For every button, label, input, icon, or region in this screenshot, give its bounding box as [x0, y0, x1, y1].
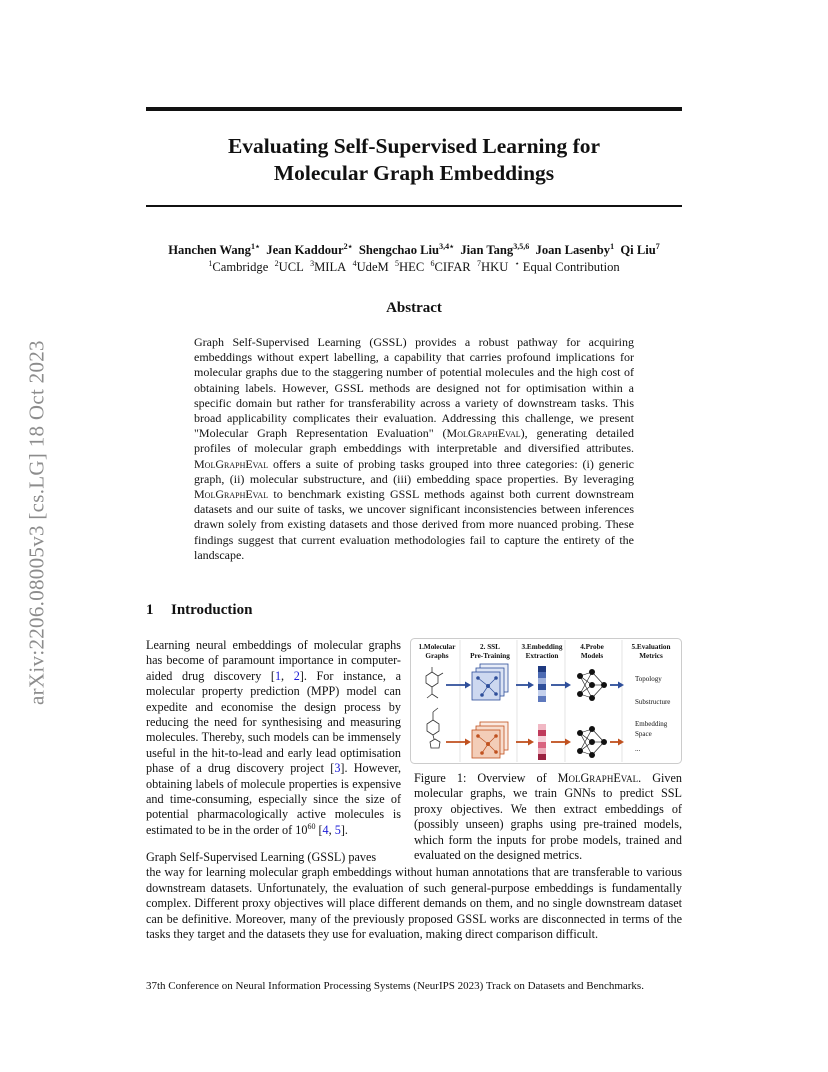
- step-label: 5.Evaluation: [631, 643, 671, 651]
- intro-paragraph-1: [146, 638, 401, 838]
- affil-mark: 1: [208, 259, 213, 268]
- intro-text: ]. For instance, a molecular property prediction (MPP) model can expedite and economise the design process by reducing the need for synthesising and measuring molecules. Thereby, such models can be immensely useful in the hit-to-lead and early lead optimisation phase of a drug discovery project [: [146, 668, 401, 776]
- caption-text: Figure 1: Overview of: [414, 771, 558, 785]
- embedding-vector-orange: [538, 724, 546, 760]
- author-affil-mark: 7: [655, 242, 660, 251]
- exponent: 60: [307, 821, 316, 831]
- author-list: [146, 243, 682, 258]
- step-label: Graphs: [425, 652, 449, 660]
- intro-text: ].: [340, 822, 348, 837]
- affiliation: Cambridge: [212, 260, 269, 274]
- abstract-text: offers a suite of probing tasks grouped into three categories: (i) generic graph, (ii) molecular substructure, and (iii) embedding space properties. By leveraging: [194, 456, 634, 486]
- figure-1-caption: [414, 771, 682, 863]
- metric-label: Substructure: [635, 698, 671, 706]
- affiliation: UdeM: [356, 260, 389, 274]
- author-affil-mark: 3,5,6: [513, 242, 530, 251]
- intro-text: Learning neural embeddings of molecular graphs has become of paramount importance in computer-aided drug discovery [: [146, 638, 401, 683]
- citation-link[interactable]: 3: [334, 761, 341, 776]
- paper-title-line-2: Molecular Graph Embeddings: [273, 161, 555, 185]
- step-label: 2. SSL: [480, 643, 500, 651]
- intro-text: [: [315, 822, 323, 837]
- affil-mark: ⋆: [514, 259, 520, 268]
- figure-step-labels: [419, 643, 671, 660]
- author-affil-mark: 3,4⋆: [439, 242, 455, 251]
- paper-title-line-1: Evaluating Self-Supervised Learning for: [227, 134, 601, 158]
- embedding-vector-blue: [538, 666, 546, 702]
- section-number: 1: [146, 602, 154, 618]
- citation-link[interactable]: 1: [274, 668, 282, 683]
- author-affil-mark: 1: [610, 242, 615, 251]
- author-affil-mark: 1⋆: [250, 242, 260, 251]
- abstract-body: [194, 335, 634, 563]
- author-name: Qi Liu: [620, 243, 656, 257]
- author-name: Hanchen Wang: [168, 243, 251, 257]
- title-bottom-rule: [146, 205, 682, 207]
- author-name: Shengchao Liu: [358, 243, 440, 257]
- affiliation: HEC: [399, 260, 425, 274]
- probe-network-blue: [577, 669, 607, 701]
- affiliation: CIFAR: [434, 260, 471, 274]
- probe-network-orange: [577, 726, 607, 758]
- method-name: MolGraphEval: [194, 487, 269, 502]
- step-label: Metrics: [639, 652, 663, 660]
- metric-label: Space: [635, 730, 652, 738]
- affiliation-list: [146, 260, 682, 275]
- metric-label: Topology: [635, 675, 662, 683]
- author-name: Jian Tang: [460, 243, 514, 257]
- intro-text: ,: [328, 822, 335, 837]
- affiliation: Equal Contribution: [522, 260, 620, 274]
- step-label: 1.Molecular: [418, 643, 456, 651]
- section-heading: [146, 602, 252, 619]
- abstract-text: ), generating detailed profiles of molecular graph embeddings with interpretable and diversified attributes.: [194, 426, 634, 456]
- conference-footnote: 37th Conference on Neural Information Processing Systems (NeurIPS 2023) Track on Datasets and Benchmarks.: [146, 980, 644, 992]
- affil-mark: 7: [477, 259, 481, 268]
- method-name: MolGraphEval: [557, 771, 639, 785]
- section-title: Introduction: [171, 602, 253, 618]
- affiliation: UCL: [278, 260, 304, 274]
- intro-paragraph-2: [146, 850, 682, 942]
- affil-mark: 4: [352, 259, 357, 268]
- molecule-icons: [426, 667, 443, 748]
- author-name: Joan Lasenby: [535, 243, 611, 257]
- affil-mark: 2: [274, 259, 279, 268]
- abstract-text: to benchmark existing GSSL methods against both current downstream datasets and our suite of tasks, we uncover significant inconsistencies between inferences drawn solely from existing datasets and those derived from more nuanced probing. These findings suggest that current evaluation methodologies fail to capture the entirety of the landscape.: [194, 487, 634, 562]
- intro-text: Graph Self-Supervised Learning (GSSL) paves: [146, 850, 377, 864]
- citation-link[interactable]: 4: [322, 822, 329, 837]
- affiliation: MILA: [314, 260, 347, 274]
- caption-text: . Given molecular graphs, we train GNNs to predict SSL proxy objectives. We then extract embeddings of (possibly unseen) graphs using pre-trained models, which form the inputs for probe models, trained and evaluated on the designed metrics.: [414, 771, 682, 863]
- intro-text: the way for learning molecular graph embeddings without human annotations that are transferable to various downstream datasets. Unfortunately, the evaluation of such general-purpose embeddings is fundamentally complex. Different proxy objectives will place different demands on them, and no single downstream dataset can be definitive. Moreover, many of the previously proposed GSSL works are disconnected in terms of the tasks they target and the datasets they use for evaluation, making direct comparison difficult.: [146, 865, 682, 942]
- author-affil-mark: 2⋆: [343, 242, 353, 251]
- citation-link[interactable]: 2: [293, 668, 300, 683]
- ssl-stack-orange: [472, 722, 508, 758]
- affil-mark: 6: [430, 259, 435, 268]
- evaluation-metrics: [635, 675, 670, 753]
- step-label: Extraction: [525, 652, 559, 660]
- affil-mark: 5: [395, 259, 400, 268]
- metric-label: ...: [635, 745, 641, 753]
- metric-label: Embedding: [635, 720, 668, 728]
- step-label: Models: [580, 652, 604, 660]
- intro-text: ]. However, obtaining labels of molecule properties is expensive and time-consuming, especially since the size of potential pharmacologically active molecules is estimated to be in the order of 10: [146, 761, 401, 837]
- ssl-stack-blue: [472, 664, 508, 700]
- affil-mark: 3: [310, 259, 315, 268]
- step-label: 4.Probe: [580, 643, 604, 651]
- arxiv-identifier: arXiv:2206.08005v3 [cs.LG] 18 Oct 2023: [24, 340, 49, 706]
- abstract-text: Graph Self-Supervised Learning (GSSL) provides a robust pathway for acquiring embeddings without expert labelling, a capability that carries profound implications for molecular graphs due to the staggering number of potential molecules and the high cost of obtaining labels. However, GSSL methods are designed not for optimisation within a specific domain but rather for transferability across a variety of downstream tasks. This broad applicability complicates their evaluation. Addressing this challenge, we present "Molecular Graph Representation Evaluation" (: [194, 335, 634, 441]
- abstract-heading: Abstract: [386, 300, 442, 316]
- figure-1-overview: [410, 638, 682, 764]
- affiliation: HKU: [481, 260, 509, 274]
- step-label: 3.Embedding: [521, 643, 563, 651]
- citation-link[interactable]: 5: [334, 822, 341, 837]
- author-name: Jean Kaddour: [266, 243, 344, 257]
- intro-text: ,: [281, 668, 294, 683]
- step-label: Pre-Training: [470, 652, 510, 660]
- method-name: MolGraphEval: [446, 426, 521, 441]
- method-name: MolGraphEval: [194, 456, 269, 471]
- top-rule: [146, 107, 682, 111]
